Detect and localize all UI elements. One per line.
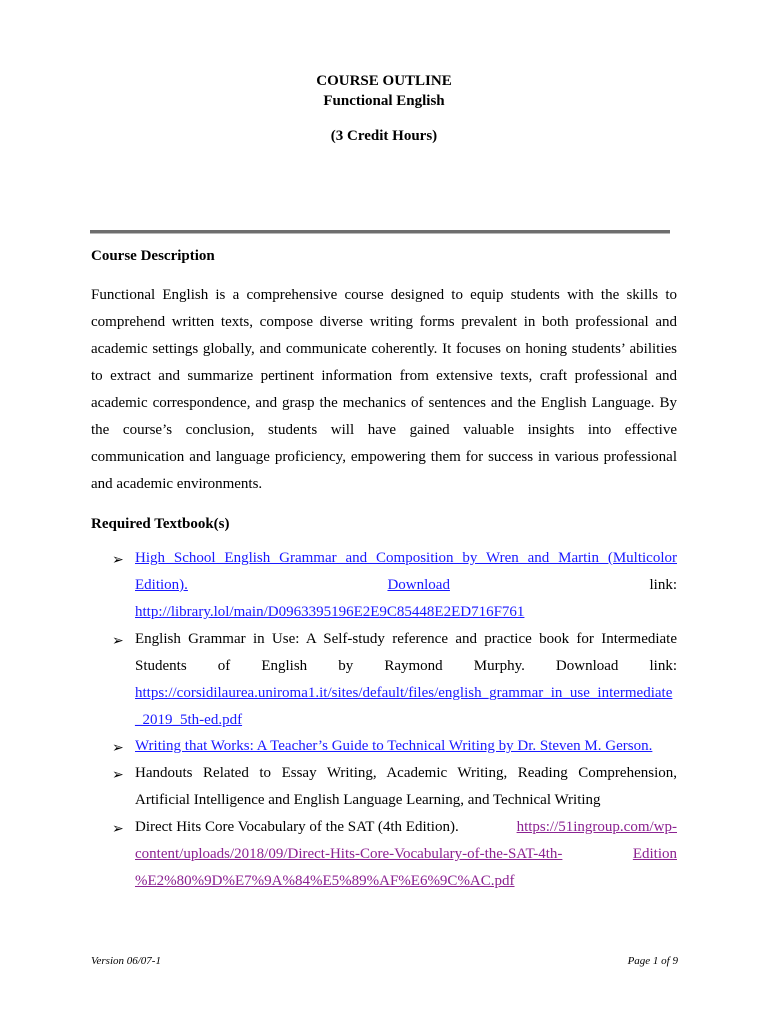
textbook-5-line-2	[135, 841, 677, 868]
course-name: Functional English	[323, 93, 445, 109]
textbook-2-line-1: English Grammar in Use: A Self-study reference and practice book for Intermediate	[135, 631, 677, 647]
textbook-2-url-line	[135, 680, 677, 707]
textbook-1-line-2	[135, 572, 677, 599]
credit-hours: (3 Credit Hours)	[330, 128, 438, 144]
textbook-5-url-link-cont[interactable]: content/uploads/2018/09/Direct-Hits-Core-Vocabulary-of-the-SAT-4th-	[135, 846, 563, 862]
textbook-2-url-link[interactable]: https://corsidilaurea.uniroma1.it/sites/default/files/english_grammar_in_use_intermediate	[135, 685, 673, 701]
paragraph-line: academic correspondence, and grasp the mechanics of sentences and the English Language. By	[91, 395, 677, 411]
required-textbooks-heading: Required Textbook(s)	[91, 516, 230, 532]
textbook-2-url-line-2	[135, 707, 677, 734]
textbook-3-link[interactable]: Writing that Works: A Teacher’s Guide to Technical Writing by Dr. Steven M. Gerson.	[135, 738, 653, 754]
course-outline-title: COURSE OUTLINE	[316, 73, 452, 89]
textbook-1-download-link[interactable]: Download	[387, 577, 450, 593]
textbook-5-url-link[interactable]: https://51ingroup.com/wp-	[516, 819, 677, 835]
paragraph-line: comprehend written texts, compose diverse writing forms prevalent in both professional and	[91, 314, 677, 330]
paragraph-line: the course’s conclusion, students will have gained valuable insights into effective	[91, 422, 677, 438]
textbook-4-line-2: Artificial Intelligence and English Language Learning, and Technical Writing	[135, 792, 601, 808]
horizontal-rule	[90, 230, 670, 234]
bullet-arrow-icon: ➢	[112, 741, 124, 756]
textbook-1-url-link[interactable]: http://library.lol/main/D0963395196E2E9C85448E2ED716F761	[135, 604, 525, 620]
paragraph-line: communication and language proficiency, empowering them for success in various professional	[91, 449, 677, 465]
textbook-5-line-1	[135, 814, 677, 841]
course-description-heading: Course Description	[91, 248, 215, 264]
textbook-5-line-3	[135, 868, 677, 895]
textbook-5-url-link-end[interactable]: %E2%80%9D%E7%9A%84%E5%89%AF%E6%9C%AC.pdf	[135, 873, 515, 889]
bullet-arrow-icon: ➢	[112, 553, 124, 568]
bullet-arrow-icon: ➢	[112, 634, 124, 649]
paragraph-line: academic settings globally, and communicate coherently. It focuses on honing students’ abilities	[91, 341, 677, 357]
textbook-1-edition-link[interactable]: Edition).	[135, 577, 188, 593]
page-number: Page 1 of 9	[627, 955, 678, 967]
textbook-1-title-link[interactable]	[135, 545, 677, 572]
textbook-3-line	[135, 733, 677, 760]
bullet-arrow-icon: ➢	[112, 768, 124, 783]
paragraph-line: to extract and summarize pertinent information from extensive texts, craft professional and	[91, 368, 677, 384]
link-label: link:	[649, 577, 677, 593]
textbook-1-title[interactable]: High School English Grammar and Composition by Wren and Martin (Multicolor	[135, 550, 677, 566]
textbook-5-edition-link[interactable]: Edition	[632, 846, 677, 862]
paragraph-line: and academic environments.	[91, 476, 263, 492]
textbook-2-line-2: Students of English by Raymond Murphy. Download link:	[135, 658, 677, 674]
version-label: Version 06/07-1	[91, 955, 161, 967]
course-description-paragraph	[91, 282, 677, 498]
bullet-arrow-icon: ➢	[112, 822, 124, 837]
textbook-1-url-line	[135, 599, 677, 626]
textbook-5-title: Direct Hits Core Vocabulary of the SAT (4th Edition).	[135, 819, 459, 835]
textbook-2-url-link-cont[interactable]: _2019_5th-ed.pdf	[135, 712, 243, 728]
paragraph-line: Functional English is a comprehensive course designed to equip students with the skills to	[91, 287, 677, 303]
textbook-4-line-1: Handouts Related to Essay Writing, Academic Writing, Reading Comprehension,	[135, 765, 677, 781]
